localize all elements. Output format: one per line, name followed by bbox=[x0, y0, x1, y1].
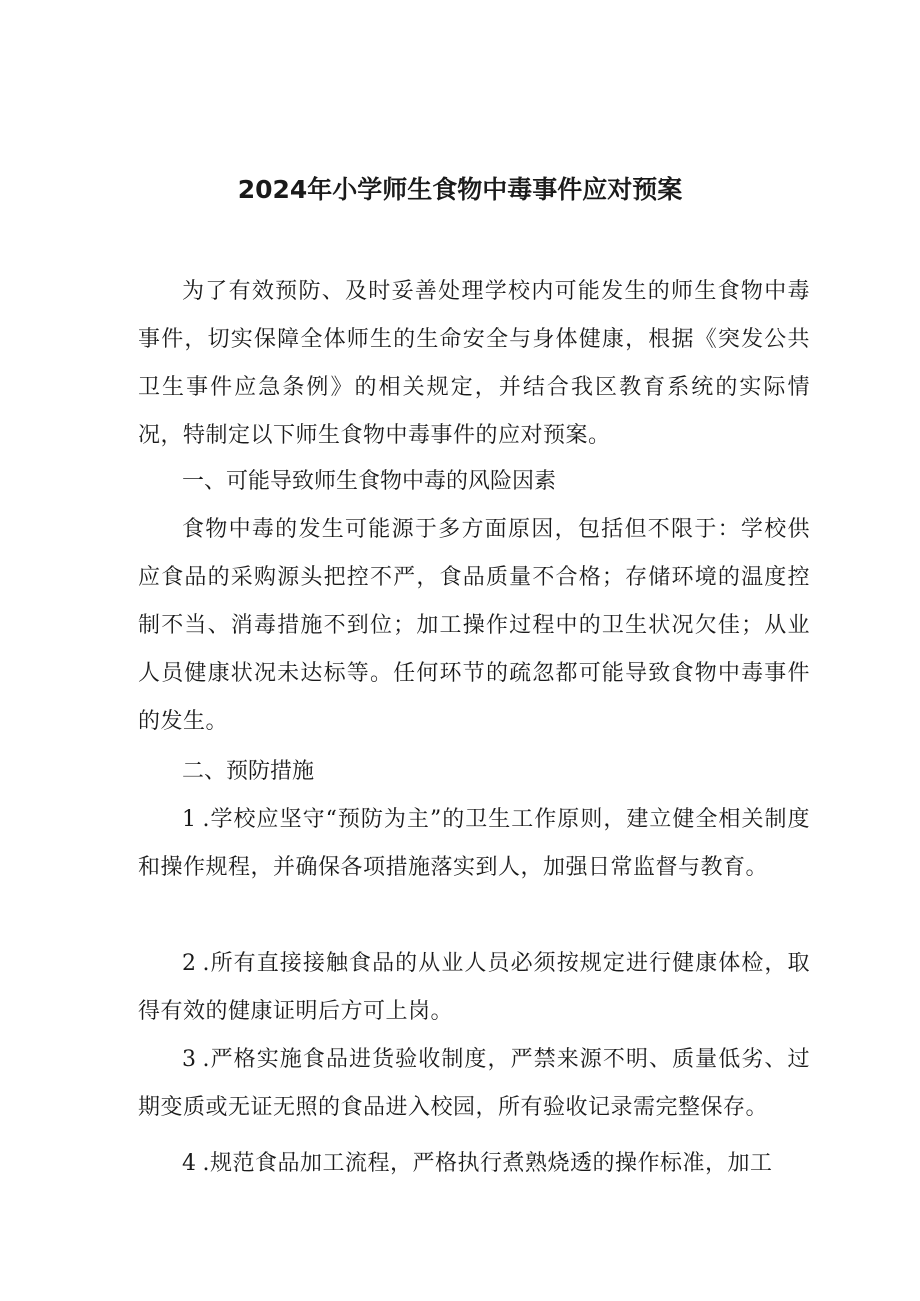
measure-item-1 bbox=[138, 796, 810, 892]
measure-item-3 bbox=[138, 1036, 810, 1132]
intro-paragraph: 为了有效预防、及时妥善处理学校内可能发生的师生食物中毒事件，切实保障全体师生的生命安全与身体健康，根据《突发公共卫生事件应急条例》的相关规定，并结合我区教育系统的实际情况，特制定以下师生食物中毒事件的应对预案。 bbox=[138, 279, 810, 448]
measure-item-2-number: 2 bbox=[182, 951, 197, 976]
section-1-paragraph: 食物中毒的发生可能源于多方面原因，包括但不限于：学校供应食品的采购源头把控不严，食品质量不合格；存储环境的温度控制不当、消毒措施不到位；加工操作过程中的卫生状况欠佳；从业人员健康状况未达标等。任何环节的疏忽都可能导致食物中毒事件的发生。 bbox=[138, 517, 810, 734]
measure-item-2-text: .所有直接接触食品的从业人员必须按规定进行健康体检，取得有效的健康证明后方可上岗。 bbox=[138, 951, 810, 1024]
document-title: 2024年小学师生食物中毒事件应对预案 bbox=[237, 175, 683, 204]
section-1-heading: 一、可能导致师生食物中毒的风险因素 bbox=[182, 469, 557, 494]
measure-item-1-number: 1 bbox=[182, 807, 197, 832]
measure-item-1-text: .学校应坚守“预防为主”的卫生工作原则，建立健全相关制度和操作规程，并确保各项措施落实到人，加强日常监督与教育。 bbox=[138, 807, 810, 880]
measure-item-3-text: .严格实施食品进货验收制度，严禁来源不明、质量低劣、过期变质或无证无照的食品进入校园，所有验收记录需完整保存。 bbox=[138, 1047, 810, 1120]
measure-item-2 bbox=[138, 940, 810, 1036]
measure-item-4 bbox=[138, 1140, 810, 1188]
section-2-heading: 二、预防措施 bbox=[182, 759, 315, 784]
measure-item-3-number: 3 bbox=[182, 1047, 197, 1072]
measure-item-4-number: 4 bbox=[182, 1151, 197, 1176]
measure-item-4-text: .规范食品加工流程，严格执行煮熟烧透的操作标准，加工 bbox=[202, 1151, 773, 1176]
